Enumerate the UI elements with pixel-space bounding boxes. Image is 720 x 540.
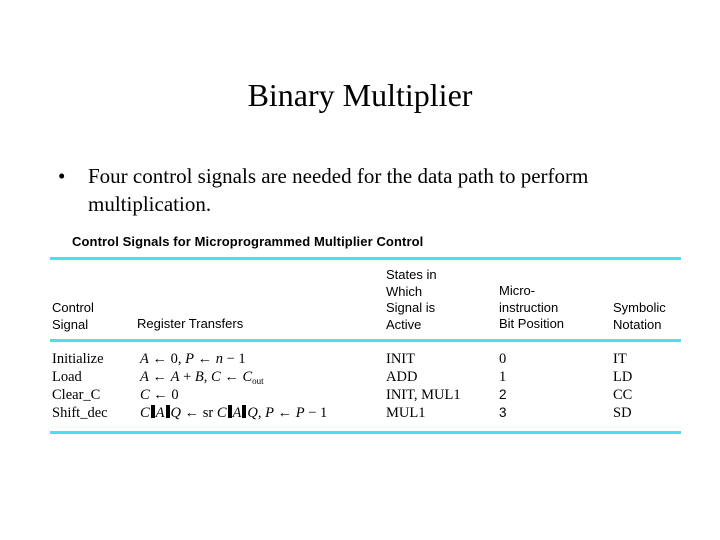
- row-shift-dec-signal: Shift_dec: [52, 405, 108, 421]
- row-load-symbol: LD: [613, 369, 633, 385]
- row-load-bit: 1: [499, 369, 507, 385]
- row-initialize-symbol: IT: [613, 351, 627, 367]
- row-initialize-transfers: A ← 0, P ← n − 1: [140, 351, 246, 367]
- row-initialize-states: INIT: [386, 351, 415, 367]
- table-top-rule: [50, 257, 681, 260]
- row-shift-dec-symbol: SD: [613, 405, 632, 421]
- row-clear-c-symbol: CC: [613, 387, 633, 403]
- header-bit-position: Micro- instruction Bit Position: [499, 283, 565, 331]
- header-states: States in Which Signal is Active: [386, 267, 437, 332]
- row-clear-c-transfers: C ← 0: [140, 387, 179, 403]
- row-initialize-bit: 0: [499, 351, 507, 367]
- row-shift-dec-bit: 3: [499, 405, 507, 420]
- bullet-text: Four control signals are needed for the data path to perform multiplication.: [88, 164, 589, 216]
- table-caption: Control Signals for Microprogrammed Multiplier Control: [72, 234, 424, 249]
- row-shift-dec-states: MUL1: [386, 405, 426, 421]
- row-initialize-signal: Initialize: [52, 351, 104, 367]
- table-header-rule: [50, 339, 681, 342]
- header-register-transfers: Register Transfers: [137, 316, 244, 331]
- row-load-transfers: A ← A + B, C ← $C_{out}$: [140, 369, 264, 386]
- row-load-signal: Load: [52, 369, 82, 385]
- header-control-signal: Control Signal: [52, 300, 94, 332]
- row-shift-dec-transfers: C A Q ← sr C A Q, P ← P − 1: [140, 405, 328, 421]
- row-clear-c-signal: Clear_C: [52, 387, 101, 403]
- row-load-states: ADD: [386, 369, 418, 385]
- header-symbolic: Symbolic Notation: [613, 300, 666, 332]
- row-clear-c-states: INIT, MUL1: [386, 387, 461, 403]
- row-clear-c-bit: 2: [499, 387, 507, 402]
- table-bottom-rule: [50, 431, 681, 434]
- bullet-marker: •: [58, 164, 66, 188]
- slide-title: Binary Multiplier: [247, 77, 473, 113]
